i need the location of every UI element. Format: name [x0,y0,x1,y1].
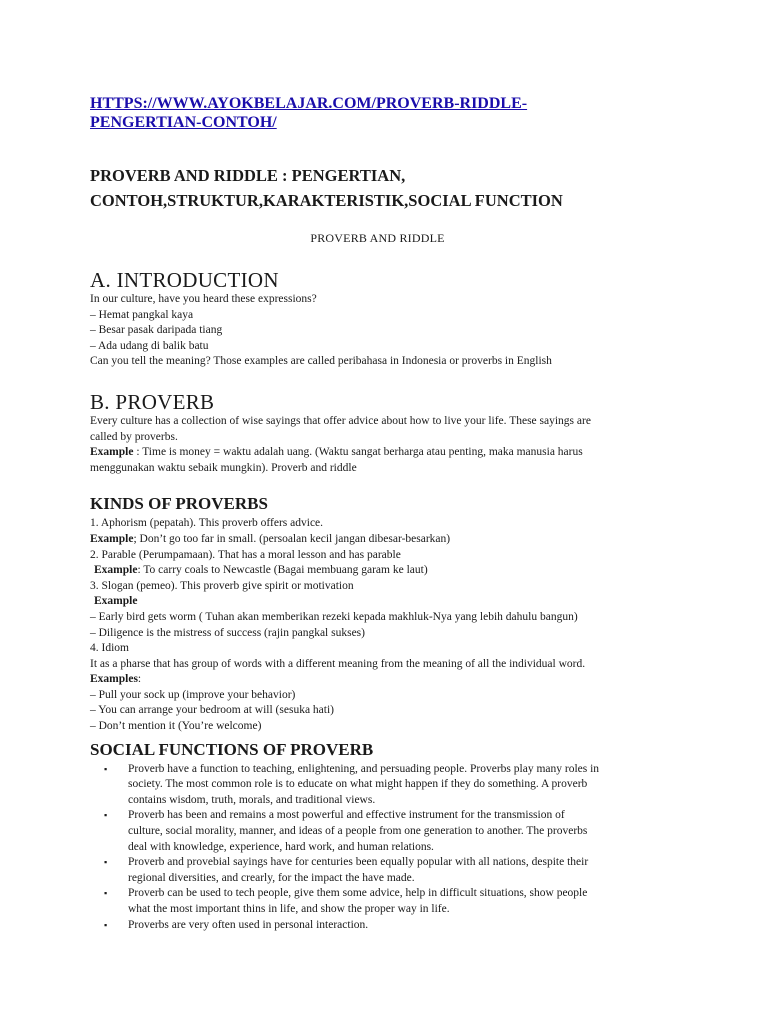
example-text: ; Don’t go too far in small. (persoalan kecil jangan dibesar-besarkan) [133,532,451,545]
intro-line: In our culture, have you heard these expressions? [90,293,317,305]
list-item [104,762,708,809]
example-label: Example [90,446,134,459]
proverb-body [90,414,708,476]
list-item-line: contains wisdom, truth, morals, and traditional views. [128,793,376,806]
kinds-line: – You can arrange your bedroom at will (sesuka hati) [90,704,334,717]
kinds-line [90,532,708,548]
bullet-icon: ▪ [104,810,108,821]
example-text: : To carry coals to Newcastle (Bagai membuang garam ke laut) [137,564,428,577]
list-item [104,918,708,934]
list-item [104,808,708,855]
list-item [104,886,708,917]
list-item [104,855,708,886]
list-item-line: what the most important thins in life, and show the proper way in life. [128,903,450,915]
kinds-line [90,672,708,688]
list-item-line: Proverbs are very often used in personal interaction. [128,918,369,931]
source-url-line-2[interactable]: PENGERTIAN-CONTOH/ [90,114,277,131]
kinds-line: 2. Parable (Perumpamaan). That has a moral lesson and has parable [90,548,401,561]
kinds-line [90,594,708,610]
bullet-icon: ▪ [104,857,108,868]
kinds-line: – Pull your sock up (improve your behavior) [90,688,296,701]
bullet-icon: ▪ [104,763,108,774]
social-functions-list [90,762,708,934]
social-functions-heading: SOCIAL FUNCTIONS OF PROVERB [90,739,374,759]
source-url-line-1[interactable]: HTTPS://WWW.AYOKBELAJAR.COM/PROVERB-RIDDLE- [90,95,528,112]
introduction-body [90,292,708,370]
example-label: Examples [90,673,138,686]
proverb-example-line: menggunakan waktu sebaik mungkin). Proverb and riddle [90,461,357,474]
document-title-line-2: CONTOH,STRUKTUR,KARAKTERISTIK,SOCIAL FUNCTION [90,191,563,210]
list-item-line: culture, social morality, manner, and ideas of a people from one generation to another. The proverbs [128,825,588,838]
kinds-line: 4. Idiom [90,642,129,655]
kinds-line: – Early bird gets worm ( Tuhan akan memberikan rezeki kepada makhluk-Nya yang lebih dahulu bangun) [90,610,578,623]
list-item-line: Proverb can be used to tech people, give them some advice, help in difficult situations, show people [128,887,588,900]
example-label: Example [94,595,138,608]
kinds-line: – Don’t mention it (You’re welcome) [90,720,262,733]
example-label: Example [90,532,134,545]
bullet-icon: ▪ [104,888,108,899]
intro-line: – Ada udang di balik batu [90,339,209,352]
document-title-line-1: PROVERB AND RIDDLE : PENGERTIAN, [90,166,406,185]
kinds-line: 3. Slogan (pemeo). This proverb give spirit or motivation [90,579,354,592]
proverb-para-line: Every culture has a collection of wise sayings that offer advice about how to live your life. These sayings are [90,414,591,427]
example-label: Example [94,564,138,577]
intro-line: Can you tell the meaning? Those examples are called peribahasa in Indonesia or proverbs in English [90,355,552,368]
kinds-body [90,516,708,734]
proverb-example-line [90,445,708,461]
intro-line: – Besar pasak daripada tiang [90,324,223,337]
list-item-line: deal with knowledge, experience, hard work, and human relations. [128,840,434,853]
example-text: : Time is money = waktu adalah uang. (Waktu sangat berharga atau penting, maka manusia harus [133,446,583,459]
document-subtitle: PROVERB AND RIDDLE [310,231,445,245]
list-item-line: society. The most common role is to educate on what might happen if they do something. A proverb [128,778,588,791]
list-item-line: Proverb has been and remains a most powerful and effective instrument for the transmission of [128,809,565,822]
kinds-line [90,563,708,579]
kinds-line: It as a pharse that has group of words with a different meaning from the meaning of all the individual word. [90,657,586,670]
kinds-heading: KINDS OF PROVERBS [90,494,268,514]
proverb-heading: B. PROVERB [90,389,215,414]
proverb-para-line: called by proverbs. [90,430,178,443]
list-item-line: regional diversities, and crearly, for the impact the have made. [128,871,415,884]
kinds-line: 1. Aphorism (pepatah). This proverb offers advice. [90,517,324,530]
document-title [90,163,708,213]
source-url-link[interactable] [90,94,650,132]
list-item-line: Proverb have a function to teaching, enlightening, and persuading people. Proverbs play many roles in [128,762,600,775]
list-item-line: Proverb and provebial sayings have for centuries been equally popular with all nations, despite their [128,856,589,869]
intro-line: – Hemat pangkal kaya [90,308,194,321]
kinds-line: – Diligence is the mistress of success (rajin pangkal sukses) [90,626,365,639]
bullet-icon: ▪ [104,919,108,930]
introduction-heading: A. INTRODUCTION [90,268,279,292]
example-text: : [137,673,142,686]
